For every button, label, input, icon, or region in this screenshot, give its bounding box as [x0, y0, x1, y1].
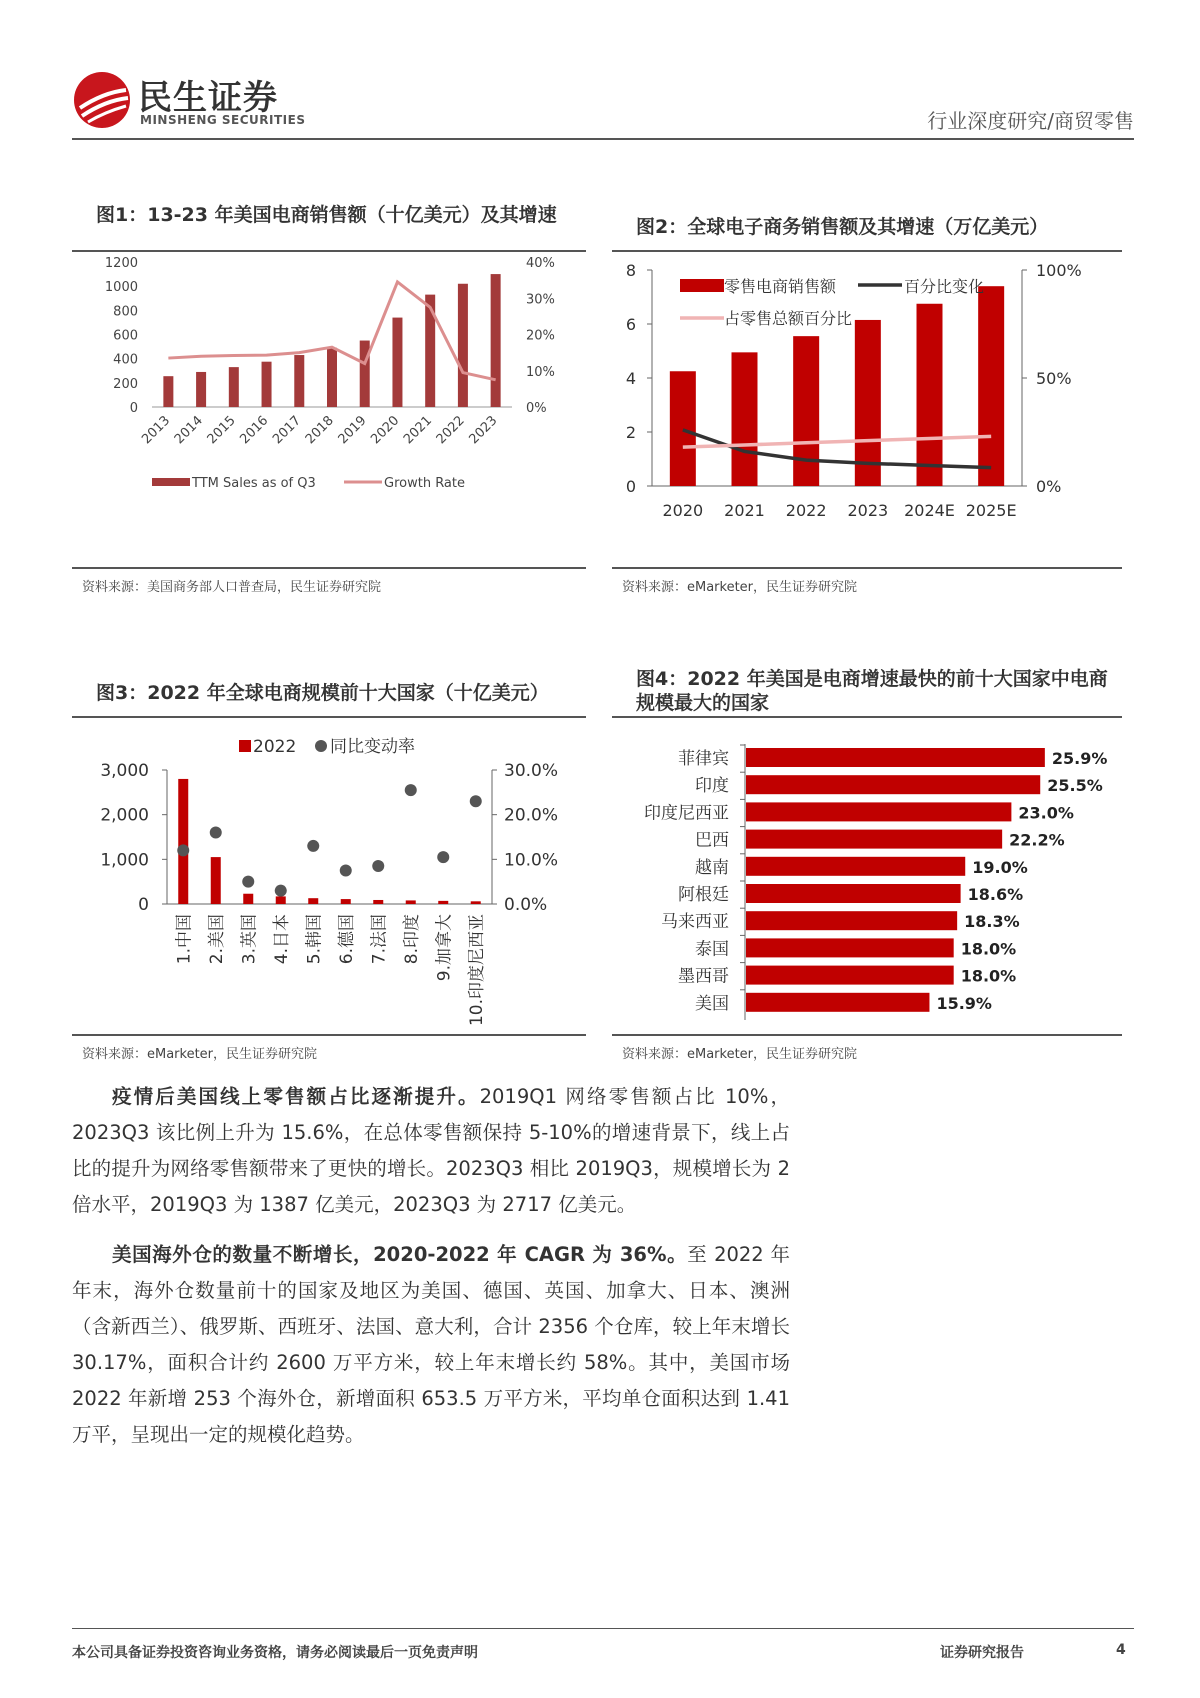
brand-logo [72, 70, 132, 130]
fig1-x-tick: 2016 [237, 413, 272, 448]
fig2-x-tick: 2020 [662, 501, 704, 520]
footer-rule [72, 1628, 1134, 1629]
fig2-x-tick: 2022 [785, 501, 827, 520]
paragraph-online-share-text: 2019Q1 网络零售额占比 10%，2023Q3 该比例上升为 15.6%，在总体零售额保持 5-10%的增速背景下，线上占比的提升为网络零售额带来了更快的增长。2023Q3 相比 2019Q3，规模增长为 2 倍水平，2019Q3 为 1387 亿美元，2023Q3 为 2717 亿美元。 [72, 1085, 790, 1216]
logo-icon [72, 70, 132, 130]
fig1-x-tick: 2014 [171, 413, 206, 448]
fig4-value-label: 15.9% [936, 993, 992, 1013]
fig3-title: 图3：2022 年全球电商规模前十大国家（十亿美元） [96, 682, 549, 704]
fig2-title: 图2：全球电子商务销售额及其增速（万亿美元） [636, 216, 1049, 238]
fig1-y-tick: 600 [113, 328, 138, 344]
fig2-y-tick: 8 [625, 261, 636, 280]
fig2-x-tick: 2023 [847, 501, 889, 520]
fig3-bottom-rule [72, 1034, 586, 1036]
report-category: 行业深度研究/商贸零售 [927, 109, 1134, 133]
fig2-bar [732, 352, 758, 486]
fig1-y2-tick: 30% [526, 292, 555, 308]
fig3-yoy-point [405, 784, 417, 796]
fig4-category-label: 印度 [695, 776, 729, 797]
fig2-bar [917, 304, 943, 486]
fig3-bar [211, 857, 221, 904]
fig2-y-tick: 6 [625, 315, 636, 334]
fig3-source: 资料来源：eMarketer，民生证券研究院 [82, 1047, 318, 1062]
fig3-bar [438, 901, 448, 904]
fig3-bar [471, 901, 481, 904]
fig3-yoy-point [210, 827, 222, 839]
fig1-bar [491, 274, 501, 407]
fig2-legend-sales: 零售电商销售额 [724, 277, 837, 296]
fig3-y2-tick: 10.0% [504, 850, 559, 871]
fig4-title: 图4：2022 年美国是电商增速最快的前十大国家中电商规模最大的国家 [636, 668, 1108, 714]
fig4-bar [746, 938, 954, 957]
fig2-bottom-rule [612, 567, 1122, 569]
fig1-chart [72, 252, 586, 564]
fig3-yoy-point [275, 885, 287, 897]
fig4-bottom-rule [612, 1034, 1122, 1036]
fig1-y-tick: 200 [113, 376, 138, 392]
fig1-x-tick: 2019 [335, 413, 370, 448]
paragraph-overseas-warehouse-text: 至 2022 年年末，海外仓数量前十的国家及地区为美国、德国、英国、加拿大、日本、澳洲（含新西兰）、俄罗斯、西班牙、法国、意大利，合计 2356 个仓库，较上年末增长 30.17%，面积合计约 2600 万平方米，较上年末增长约 58%。其中，美国市场 2022 年新增 253 个海外仓，新增面积 653.5 万平方米，平均单仓面积达到 1.41 万平，呈现出一定的规模化趋势。 [72, 1243, 790, 1446]
header-rule [72, 138, 1134, 140]
fig2-chart [612, 252, 1122, 564]
fig3-x-tick: 8.印度 [401, 914, 422, 965]
fig3-bar [373, 900, 383, 904]
fig4-category-label: 马来西亚 [661, 912, 729, 933]
fig4-value-label: 22.2% [1009, 830, 1065, 850]
fig4-bar [746, 775, 1040, 794]
fig2-legend-swatch-sales [680, 279, 724, 292]
fig3-yoy-point [437, 851, 449, 863]
fig2-bar [670, 371, 696, 486]
fig4-value-label: 18.6% [967, 885, 1024, 904]
fig2-y-tick: 2 [625, 423, 636, 442]
fig3-y2-tick: 30.0% [504, 761, 559, 781]
fig4-category-label: 越南 [695, 857, 729, 878]
fig2-source: 资料来源：eMarketer，民生证券研究院 [622, 580, 858, 595]
fig2-y-tick: 4 [625, 369, 636, 388]
fig1-y2-tick: 10% [526, 364, 555, 380]
fig1-bar [392, 318, 402, 407]
fig1-bar [163, 376, 173, 407]
fig3-bar [406, 900, 416, 904]
fig1-x-tick: 2013 [139, 413, 174, 448]
fig2-bar [793, 336, 819, 486]
fig2-x-tick: 2025E [965, 501, 1017, 520]
fig3-legend-swatch-yoy [315, 740, 327, 752]
fig3-bar [243, 894, 253, 904]
fig1-bar [360, 341, 370, 407]
fig2-y2-tick: 100% [1036, 261, 1082, 280]
fig2-retail-share-line [683, 436, 991, 447]
fig4-bar [746, 830, 1002, 849]
fig1-x-tick: 2021 [401, 413, 436, 448]
fig1-y-tick: 1000 [104, 280, 138, 296]
fig4-category-label: 菲律宾 [678, 749, 729, 769]
fig2-y-tick: 0 [625, 477, 636, 496]
fig3-y-tick: 1,000 [100, 850, 149, 871]
paragraph-overseas-warehouse-lead: 美国海外仓的数量不断增长，2020-2022 年 CAGR 为 36%。 [112, 1243, 688, 1266]
fig4-category-label: 巴西 [695, 830, 729, 851]
fig3-yoy-point [470, 795, 482, 807]
fig4-value-label: 18.0% [960, 966, 1017, 986]
fig1-legend-swatch-sales [152, 478, 190, 486]
fig4-category-label: 阿根廷 [678, 885, 729, 905]
fig3-bar [178, 779, 188, 904]
fig1-bar [458, 284, 468, 407]
fig3-x-tick: 2.美国 [206, 914, 227, 965]
fig4-category-label: 墨西哥 [678, 966, 729, 987]
fig3-y-tick: 2,000 [100, 805, 149, 826]
fig4-bar [746, 993, 929, 1012]
fig3-bar [308, 898, 318, 904]
fig1-title: 图1：13-23 年美国电商销售额（十亿美元）及其增速 [96, 204, 557, 226]
paragraph-overseas-warehouse [72, 1237, 790, 1453]
fig4-value-label: 19.0% [972, 857, 1028, 877]
fig2-legend-change: 百分比变化 [904, 277, 985, 296]
fig3-y-tick: 0 [138, 895, 149, 915]
fig1-y-tick: 1200 [104, 256, 138, 271]
fig3-chart [72, 718, 586, 1034]
fig1-x-tick: 2022 [433, 413, 468, 448]
fig4-value-label: 18.3% [964, 912, 1020, 932]
fig1-bar [327, 348, 337, 407]
page-number: 4 [1116, 1642, 1126, 1658]
fig1-legend-sales: TTM Sales as of Q3 [192, 476, 316, 491]
fig3-x-tick: 9.加拿大 [434, 914, 455, 982]
fig3-bar [341, 899, 351, 904]
fig4-chart [612, 718, 1122, 1034]
fig4-bar [746, 748, 1045, 767]
fig1-y-tick: 400 [113, 352, 138, 368]
fig3-bar [276, 896, 286, 904]
fig3-yoy-point [177, 844, 189, 856]
fig4-category-label: 印度尼西亚 [644, 803, 729, 824]
fig3-yoy-point [307, 840, 319, 852]
fig1-y2-tick: 40% [526, 256, 555, 271]
fig1-bar [229, 367, 239, 407]
fig1-y-tick: 800 [113, 304, 138, 320]
fig2-pct-change-line [683, 430, 991, 468]
fig2-legend-share: 占零售总额百分比 [724, 309, 853, 328]
fig1-source: 资料来源：美国商务部人口普查局，民生证券研究院 [82, 580, 382, 595]
fig3-legend-yoy: 同比变动率 [330, 737, 415, 757]
fig2-x-tick: 2024E [904, 501, 955, 520]
fig3-x-tick: 1.中国 [174, 914, 195, 965]
fig4-bar [746, 884, 961, 903]
fig3-x-tick: 6.德国 [336, 914, 357, 965]
fig4-bar [746, 857, 965, 876]
fig3-yoy-point [242, 876, 254, 888]
fig1-legend-growth: Growth Rate [384, 476, 465, 491]
footer-report-type: 证券研究报告 [940, 1645, 1024, 1661]
fig4-value-label: 23.0% [1018, 803, 1074, 823]
fig3-x-tick: 3.英国 [239, 914, 260, 965]
fig3-legend-2022: 2022 [253, 737, 297, 757]
paragraph-online-share-lead: 疫情后美国线上零售额占比逐渐提升。 [112, 1085, 480, 1108]
fig1-bottom-rule [72, 567, 586, 569]
fig2-y2-tick: 0% [1036, 477, 1062, 496]
footer-disclaimer: 本公司具备证券投资咨询业务资格，请务必阅读最后一页免责声明 [72, 1645, 478, 1661]
fig1-bar [196, 372, 206, 407]
fig3-yoy-point [372, 860, 384, 872]
fig1-x-tick: 2017 [270, 413, 305, 448]
fig4-value-label: 25.9% [1051, 749, 1108, 768]
fig4-source: 资料来源：eMarketer，民生证券研究院 [622, 1047, 858, 1062]
fig4-bar [746, 911, 957, 930]
fig1-x-tick: 2023 [466, 413, 501, 448]
fig4-bar [746, 802, 1011, 821]
fig1-y2-tick: 20% [526, 328, 555, 344]
fig4-bar [746, 966, 954, 985]
fig3-x-tick: 7.法国 [369, 914, 390, 965]
fig3-y2-tick: 20.0% [504, 805, 559, 826]
fig3-x-tick: 4.日本 [271, 914, 292, 965]
fig3-legend-swatch-2022 [239, 740, 251, 752]
fig3-y-tick: 3,000 [100, 761, 149, 781]
fig2-x-tick: 2021 [724, 501, 765, 520]
fig3-x-tick: 5.韩国 [304, 914, 325, 965]
fig1-x-tick: 2015 [204, 413, 239, 448]
fig4-category-label: 美国 [695, 993, 729, 1014]
fig1-x-tick: 2018 [302, 413, 337, 448]
fig4-value-label: 18.0% [960, 939, 1017, 959]
fig3-y2-tick: 0.0% [504, 895, 548, 915]
fig1-y-tick: 0 [129, 401, 138, 416]
brand-name-en: MINSHENG SECURITIES [140, 113, 306, 127]
fig3-yoy-point [340, 865, 352, 877]
paragraph-online-share [72, 1079, 790, 1223]
fig4-value-label: 25.5% [1047, 776, 1103, 796]
fig2-y2-tick: 50% [1036, 369, 1072, 388]
fig1-x-tick: 2020 [368, 413, 403, 448]
fig1-y2-tick: 0% [526, 401, 547, 416]
fig2-bar [978, 286, 1004, 486]
fig3-x-tick: 10.印度尼西亚 [466, 914, 487, 1027]
brand-name-cn: 民生证券 [138, 78, 278, 118]
fig1-bar [294, 355, 304, 407]
fig1-bar [262, 362, 272, 407]
fig4-category-label: 泰国 [695, 939, 729, 960]
